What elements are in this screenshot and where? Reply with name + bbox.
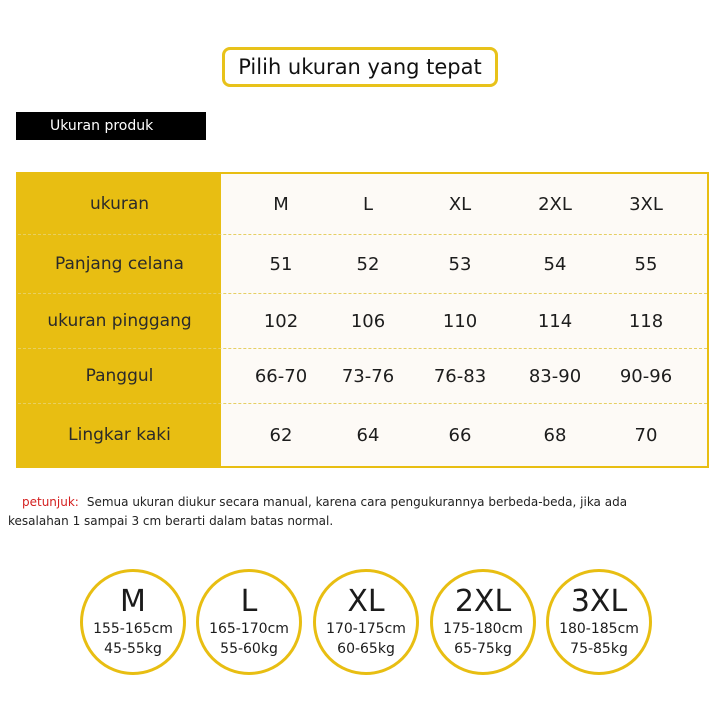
row-label: Panggul [85, 366, 154, 386]
circle-size-label: 3XL [570, 584, 628, 619]
measurement-note [8, 493, 702, 531]
table-row [18, 294, 707, 348]
size-circle-l [196, 569, 302, 675]
table-cell: 68 [543, 424, 567, 446]
note-line-1: Semua ukuran diukur secara manual, karena cara pengukurannya berbeda-beda, jika ada [86, 495, 628, 509]
note-line-2: kesalahan 1 sampai 3 cm berarti dalam batas normal. [8, 514, 334, 528]
header-size-m: M [273, 193, 289, 215]
table-row [18, 235, 707, 293]
circle-height: 170-175cm [326, 621, 406, 637]
table-cell: 83-90 [528, 365, 582, 387]
table-header-row [18, 174, 707, 234]
header-size-l: L [362, 193, 374, 215]
header-label: ukuran [89, 194, 150, 214]
size-circle-2xl [430, 569, 536, 675]
circle-height: 175-180cm [443, 621, 523, 637]
table-cell: 106 [350, 310, 386, 332]
circle-weight: 75-85kg [570, 641, 628, 657]
circle-size-label: M [120, 584, 146, 619]
size-circle-xl [313, 569, 419, 675]
header-size-2xl: 2XL [538, 193, 572, 215]
size-circle-m [80, 569, 186, 675]
table-row [18, 404, 707, 466]
table-cell: 70 [634, 424, 658, 446]
row-label: ukuran pinggang [47, 311, 192, 331]
table-cell: 53 [448, 253, 472, 275]
table-cell: 110 [442, 310, 478, 332]
table-cell: 64 [356, 424, 380, 446]
circle-weight: 65-75kg [454, 641, 512, 657]
row-label: Panjang celana [55, 254, 184, 274]
size-circle-3xl [546, 569, 652, 675]
row-label: Lingkar kaki [68, 425, 171, 445]
header-size-xl: XL [448, 193, 472, 215]
table-cell: 118 [628, 310, 664, 332]
table-cell: 52 [356, 253, 380, 275]
table-cell: 114 [537, 310, 573, 332]
table-cell: 62 [269, 424, 293, 446]
table-cell: 102 [263, 310, 299, 332]
table-cell: 66-70 [254, 365, 308, 387]
circle-size-label: 2XL [454, 584, 512, 619]
section-label: Ukuran produk [16, 112, 206, 140]
table-cell: 66 [448, 424, 472, 446]
circle-weight: 55-60kg [220, 641, 278, 657]
table-cell: 73-76 [341, 365, 395, 387]
table-cell: 76-83 [433, 365, 487, 387]
table-cell: 54 [543, 253, 567, 275]
note-prefix: petunjuk: [22, 495, 79, 509]
circle-size-label: L [240, 584, 258, 619]
table-cell: 90-96 [619, 365, 673, 387]
table-cell: 55 [634, 253, 658, 275]
circle-height: 165-170cm [209, 621, 289, 637]
circle-height: 180-185cm [559, 621, 639, 637]
size-table [16, 172, 709, 468]
circle-weight: 60-65kg [337, 641, 395, 657]
circle-height: 155-165cm [93, 621, 173, 637]
circle-size-label: XL [347, 584, 385, 619]
table-row [18, 349, 707, 403]
page-title: Pilih ukuran yang tepat [222, 47, 498, 87]
header-size-3xl: 3XL [629, 193, 663, 215]
circle-weight: 45-55kg [104, 641, 162, 657]
table-cell: 51 [269, 253, 293, 275]
